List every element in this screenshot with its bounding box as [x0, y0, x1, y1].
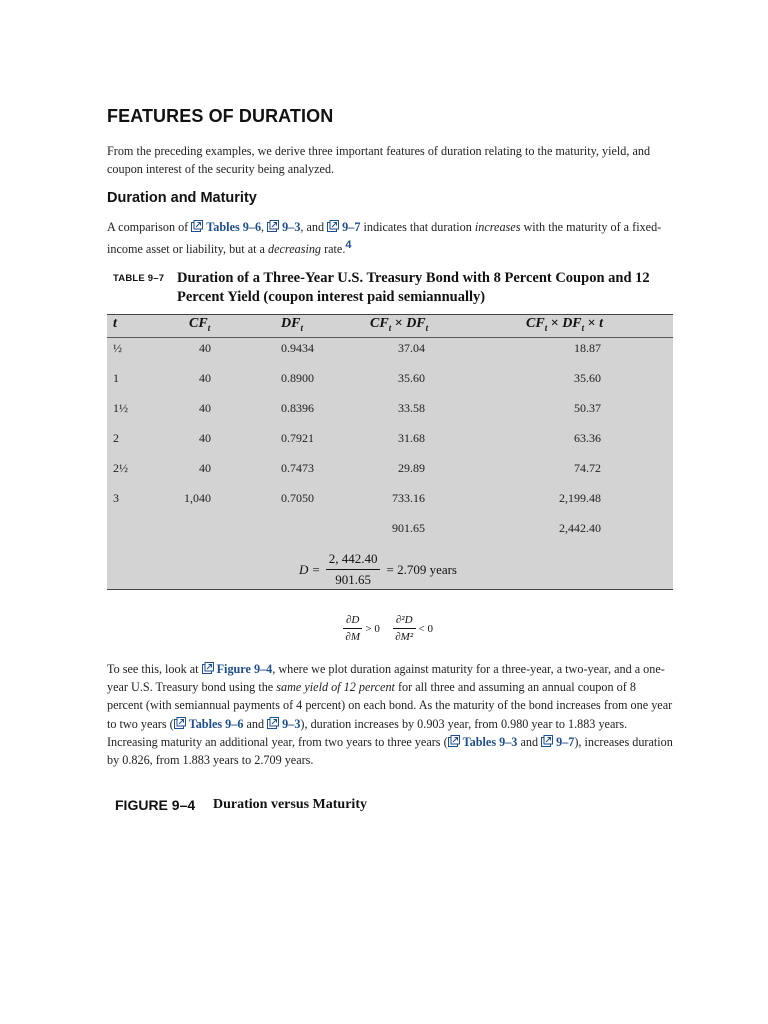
duration-formula: D = $\frac{2, 442.40}{901.65}$ = 2.709 years [299, 551, 457, 587]
paragraph-duration-maturity: A comparison of Tables 9–6, 9–3, and 9–7 indicates that duration increases with the maturity of a fixed-income asset or liability, but at a decreasing rate.$^4$ [107, 220, 662, 257]
link-table-9-3[interactable]: Tables 9–3 [448, 735, 518, 749]
external-link-icon [191, 220, 203, 232]
table-cell-cf: 1,040 [184, 491, 211, 505]
external-link-icon [448, 735, 460, 747]
col-header-cf: $CF_t$ [189, 316, 211, 333]
col-header-df: $DF_t$ [281, 316, 303, 333]
table-cell-cfdft: 63.36 [574, 431, 601, 445]
subsection-title: Duration and Maturity [107, 190, 257, 206]
table-cell-cf: 40 [199, 461, 211, 475]
footnote-link[interactable]: 4 [345, 239, 352, 252]
table-cell-df: 0.7050 [281, 491, 314, 505]
table-cell-df: 0.8900 [281, 371, 314, 385]
table-cell-df: 0.7921 [281, 431, 314, 445]
table-cell-cf: 40 [199, 401, 211, 415]
table-cell-t: 1½ [113, 401, 128, 415]
table-cell-t: 3 [113, 491, 119, 505]
external-link-icon [174, 717, 186, 729]
external-link-icon [267, 717, 279, 729]
table-cell-cf: 40 [199, 341, 211, 355]
section-title: FEATURES OF DURATION [107, 106, 334, 126]
duration-inequality: $\frac{\partial D}{\partial M}$ > 0 $\frac{\text{∂²D}}{\text{∂M²}}$ < 0 [340, 614, 433, 643]
external-link-icon [327, 220, 339, 232]
external-link-icon [541, 735, 553, 747]
table-cell-t: 2 [113, 431, 119, 445]
figure-title: Duration versus Maturity [213, 797, 367, 812]
table-title: Duration of a Three-Year U.S. Treasury Bond with 8 Percent Coupon and 12 Percent Yield (coupon interest paid semiannually) [177, 270, 650, 305]
table-cell-cfdf: 733.16 [392, 491, 425, 505]
table-cell-df: 0.9434 [281, 341, 314, 355]
table-cell-cfdft: 18.87 [574, 341, 601, 355]
external-link-icon [267, 220, 279, 232]
duration-table [107, 314, 673, 590]
table-cell-t: 1 [113, 371, 119, 385]
table-cell-cf: 40 [199, 371, 211, 385]
link-table-9-3[interactable]: 9–3 [267, 717, 300, 731]
total-cf-df-t: 2,442.40 [559, 521, 601, 535]
table-cell-t: 2½ [113, 461, 128, 475]
table-cell-cfdf: 31.68 [398, 431, 425, 445]
table-cell-df: 0.8396 [281, 401, 314, 415]
link-table-9-6[interactable]: Tables 9–6 [174, 717, 244, 731]
link-table-9-3[interactable]: 9–3 [267, 220, 300, 234]
table-cell-cfdft: 2,199.48 [559, 491, 601, 505]
total-cf-df: 901.65 [392, 521, 425, 535]
table-cell-cfdf: 29.89 [398, 461, 425, 475]
header-rule [107, 337, 673, 338]
table-cell-df: 0.7473 [281, 461, 314, 475]
intro-paragraph: From the preceding examples, we derive three important features of duration relating to the maturity, yield, and coupon interest of the security being analyzed. [107, 144, 651, 177]
table-cell-cf: 40 [199, 431, 211, 445]
link-table-9-7[interactable]: 9–7 [541, 735, 574, 749]
table-cell-cfdft: 50.37 [574, 401, 601, 415]
col-header-cf-df-t: $CF_t \times DF_t \times t$ [526, 316, 604, 333]
table-cell-t: ½ [113, 341, 122, 355]
paragraph-figure-explanation: To see this, look at Figure 9–4, where we plot duration against maturity for a three-year, a two-year, and a one-year U.S. Treasury bond using the same yield of 12 percent for all three and assuming an annual coupon of 8 percent (with semiannual payments of 4 percent) on each bond. As the maturity of the bond increases from one year to two years ( Tables 9–6 and 9–3), duration increases by 0.903 year, from 0.980 year to 1.883 years. Increasing maturity an additional year, from two years to three years ( Tables 9–3 and 9–7), increases duration by 0.826, from 1.883 years to 2.709 years. [107, 662, 673, 768]
table-cell-cfdf: 37.04 [398, 341, 425, 355]
col-header-cf-df: $CF_t \times DF_t$ [370, 316, 429, 333]
figure-label: FIGURE 9–4 [115, 797, 196, 813]
table-cell-cfdft: 74.72 [574, 461, 601, 475]
link-table-9-6[interactable]: Tables 9–6 [191, 220, 261, 234]
link-figure-9-4[interactable]: Figure 9–4 [202, 662, 273, 676]
col-header-t: t [113, 316, 117, 331]
table-cell-cfdf: 33.58 [398, 401, 425, 415]
table-cell-cfdf: 35.60 [398, 371, 425, 385]
external-link-icon [202, 662, 214, 674]
table-label: TABLE 9–7 [113, 273, 165, 284]
link-table-9-7[interactable]: 9–7 [327, 220, 360, 234]
table-cell-cfdft: 35.60 [574, 371, 601, 385]
